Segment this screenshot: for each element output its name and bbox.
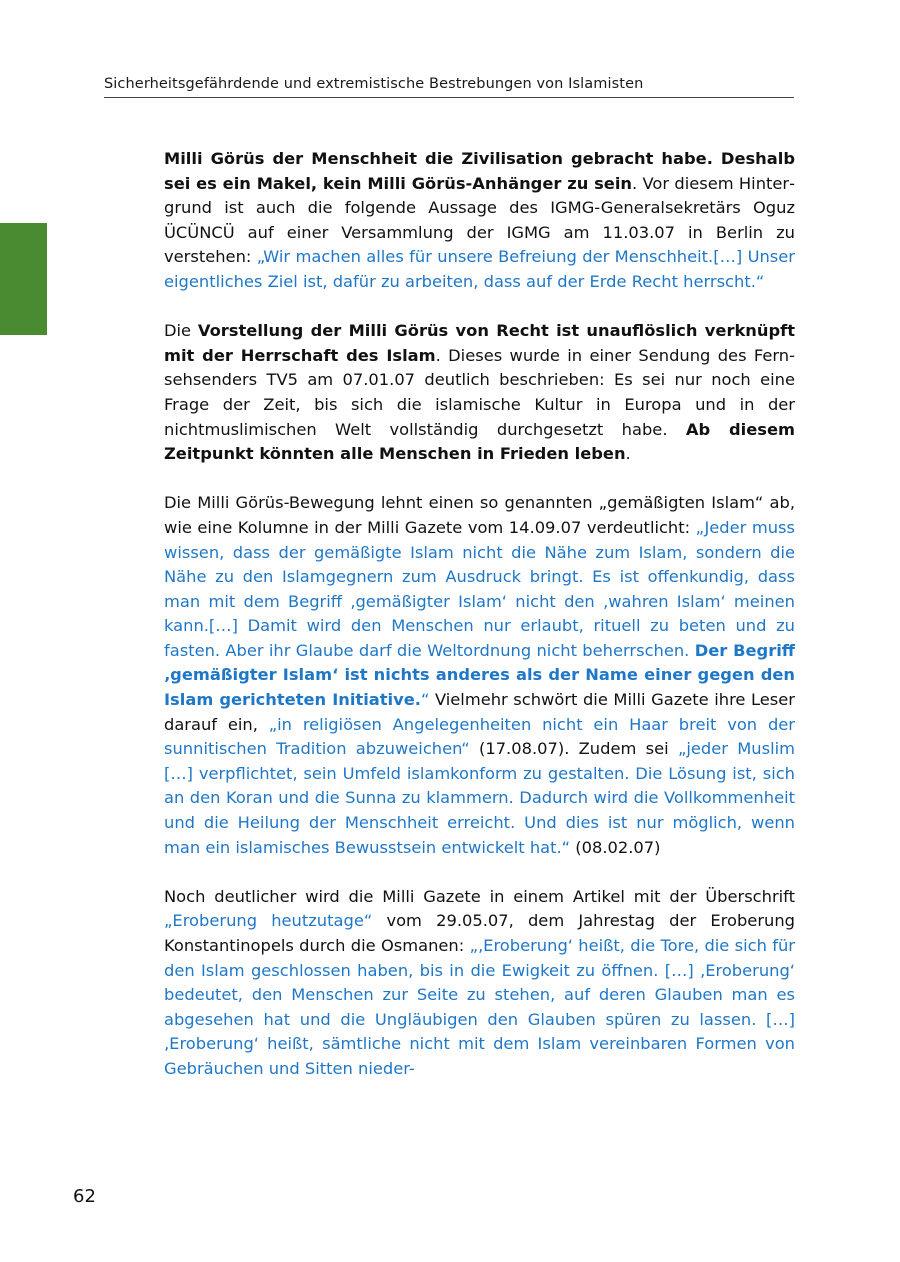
quote-text: „‚Eroberung‘ heißt, die Tore, die sich für den Islam geschlossen haben, bis in die Ewigkeit zu öffnen. […] ‚Eroberung‘ bedeutet, den Menschen zur Seite zu stehen, auf deren Glauben man es abgesehen hat und die Ungläubigen den Glauben spüren zu lassen. […] ‚Eroberung‘ heißt, sämtliche nicht mit dem Islam vereinbaren Formen von Gebräuchen und Sitten nieder- [164,936,795,1078]
running-header: Sicherheitsgefährdende und extremistische Bestrebungen von Islamisten [104,76,794,98]
text: . [625,444,631,464]
text: . Vor diesem Hintergrund ist auch die folgende Aussage des IGMG-Generalsekretärs Oguz ÜCÜNCÜ auf einer Versammlung der IGMG am 11.03.07 in Berlin zu verstehen: [164,173,795,267]
paragraph-2 [164,319,795,467]
quote-text: „Wir machen alles für unsere Befreiung der Menschheit.[…] Unser eigentliches Ziel ist, dafür zu arbeiten, dass auf der Erde Recht herrscht.“ [164,247,795,291]
paragraph-3 [164,491,795,860]
quote-bold-text: Der Begriff ‚gemäßigter Islam‘ ist nichts anderes als der Name einer gegen den Islam gerichteten Initiative. [164,640,795,710]
body-text [164,147,795,1106]
text: (08.02.07) [570,837,661,857]
text: (17.08.07). Zudem sei [469,739,678,759]
quote-text: „Jeder muss wissen, dass der gemäßigte Islam nicht die Nähe zum Islam, sondern die Nähe zu den Islamgegnern zum Ausdruck bringt. Es ist offenkundig, dass man mit dem Begriff ‚gemäßigter Islam‘ nicht den ‚wahren Islam‘ meinen kann.[…] Damit wird den Menschen nur erlaubt, rituell zu beten und zu fasten. Aber ihr Glaube darf die Weltordnung nicht beherrschen. [164,517,795,660]
text: . Dieses wurde in einer Sendung des Fernsehsenders TV5 am 07.01.07 deutlich beschrieben: Es sei nur noch eine Frage der Zeit, bis sich die islamische Kultur in Europa und in der nichtmuslimischen Welt vollständig durchgesetzt habe. [164,345,795,439]
text: Noch deutlicher wird die Milli Gazete in einem Artikel mit der Überschrift [164,886,795,906]
paragraph-1 [164,147,795,295]
quote-text: „in religiösen Angelegenheiten nicht ein Haar breit von der sunnitischen Tradition abzuweichen“ [164,714,795,759]
bold-text: Ab diesem Zeitpunkt könnten alle Menschen in Frieden leben [164,419,795,464]
page-number: 62 [73,1186,96,1207]
text: Die [164,321,198,341]
bold-text: Vorstellung der Milli Görüs von Recht ist unauflöslich verknüpft mit der Herrschaft des Islam [164,321,796,365]
text: Vielmehr schwört die Milli Gazete ihre Leser darauf ein, [164,690,795,734]
text: Die Milli Görüs-Bewegung lehnt einen so genannten „gemäßigten Islam“ ab, wie eine Kolumne in der Milli Gazete vom 14.09.07 verdeutlicht: [164,493,795,537]
text: vom 29.05.07, dem Jahrestag der Eroberung Konstantinopels durch die Osmanen: [164,911,795,955]
quote-text: „jeder Muslim […] verpflichtet, sein Umfeld islamkonform zu gestalten. Die Lösung ist, sich an den Koran und die Sunna zu klammern. Dadurch wird die Vollkommenheit und die Heilung der Menschheit erreicht. Und dies ist nur möglich, wenn man ein islamisches Bewusstsein entwickelt hat.“ [164,739,796,857]
chapter-tab-marker [0,223,47,335]
quote-text: “ [420,690,430,710]
quote-text: „Eroberung heutzutage“ [164,911,373,931]
bold-text: Milli Görüs der Menschheit die Zivilisation gebracht habe. Deshalb sei es ein Makel, kein Milli Görüs-Anhänger zu sein [164,149,795,193]
paragraph-4 [164,885,795,1082]
